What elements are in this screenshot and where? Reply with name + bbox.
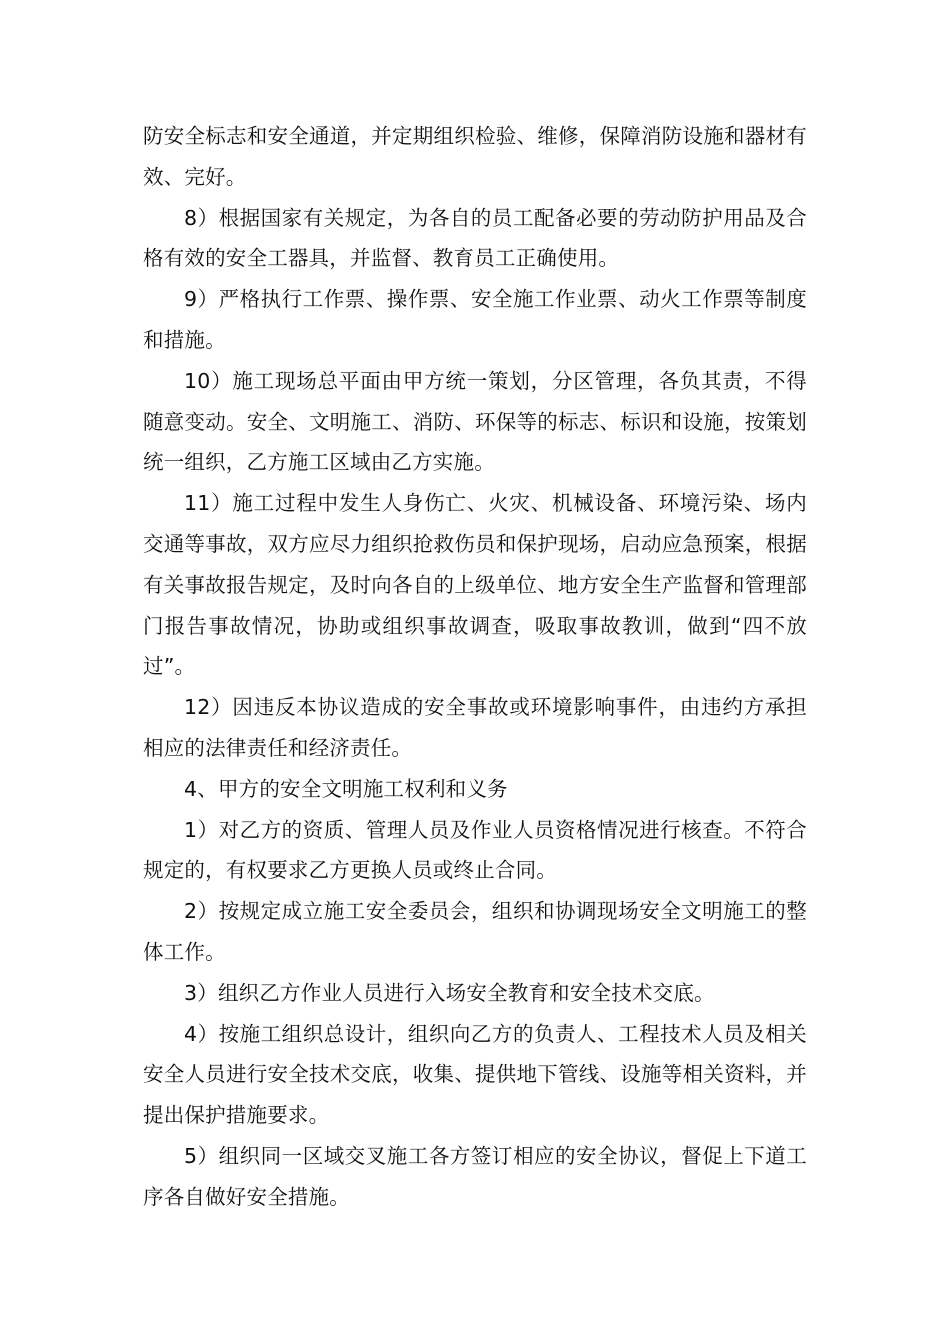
paragraph-a-item-5: 5）组织同一区域交叉施工各方签订相应的安全协议，督促上下道工序各自做好安全措施。 xyxy=(143,1143,807,1209)
paragraph-item-12: 12）因违反本协议造成的安全事故或环境影响事件，由违约方承担相应的法律责任和经济责任。 xyxy=(143,695,807,760)
paragraph-a-item-2: 2）按规定成立施工安全委员会，组织和协调现场安全文明施工的整体工作。 xyxy=(143,899,807,964)
paragraph-item-11: 11）施工过程中发生人身伤亡、火灾、机械设备、环境污染、场内交通等事故，双方应尽力组织抢救伤员和保护现场，启动应急预案，根据有关事故报告规定，及时向各自的上级单位、地方安全生产监督和管理部门报告事故情况，协助或组织事故调查，吸取事故教训，做到“四不放过”。 xyxy=(143,491,807,679)
section-heading-party-a-rights: 4、甲方的安全文明施工权利和义务 xyxy=(184,776,508,801)
paragraph-a-item-3: 3）组织乙方作业人员进行入场安全教育和安全技术交底。 xyxy=(184,980,715,1005)
document-body xyxy=(143,116,807,1218)
paragraph-a-item-4: 4）按施工组织总设计，组织向乙方的负责人、工程技术人员及相关安全人员进行安全技术交底，收集、提供地下管线、设施等相关资料，并提出保护措施要求。 xyxy=(143,1021,807,1128)
paragraph-item-9: 9）严格执行工作票、操作票、安全施工作业票、动火工作票等制度和措施。 xyxy=(143,287,807,352)
paragraph-item-10: 10）施工现场总平面由甲方统一策划，分区管理，各负其责，不得随意变动。安全、文明施工、消防、环保等的标志、标识和设施，按策划统一组织，乙方施工区域由乙方实施。 xyxy=(143,368,807,475)
paragraph-item-8: 8）根据国家有关规定，为各自的员工配备必要的劳动防护用品及合格有效的安全工器具，并监督、教育员工正确使用。 xyxy=(143,205,807,271)
paragraph-fire-safety-continued: 防安全标志和安全通道，并定期组织检验、维修，保障消防设施和器材有效、完好。 xyxy=(143,124,807,189)
paragraph-a-item-1: 1）对乙方的资质、管理人员及作业人员资格情况进行核查。不符合规定的，有权要求乙方更换人员或终止合同。 xyxy=(143,817,807,883)
